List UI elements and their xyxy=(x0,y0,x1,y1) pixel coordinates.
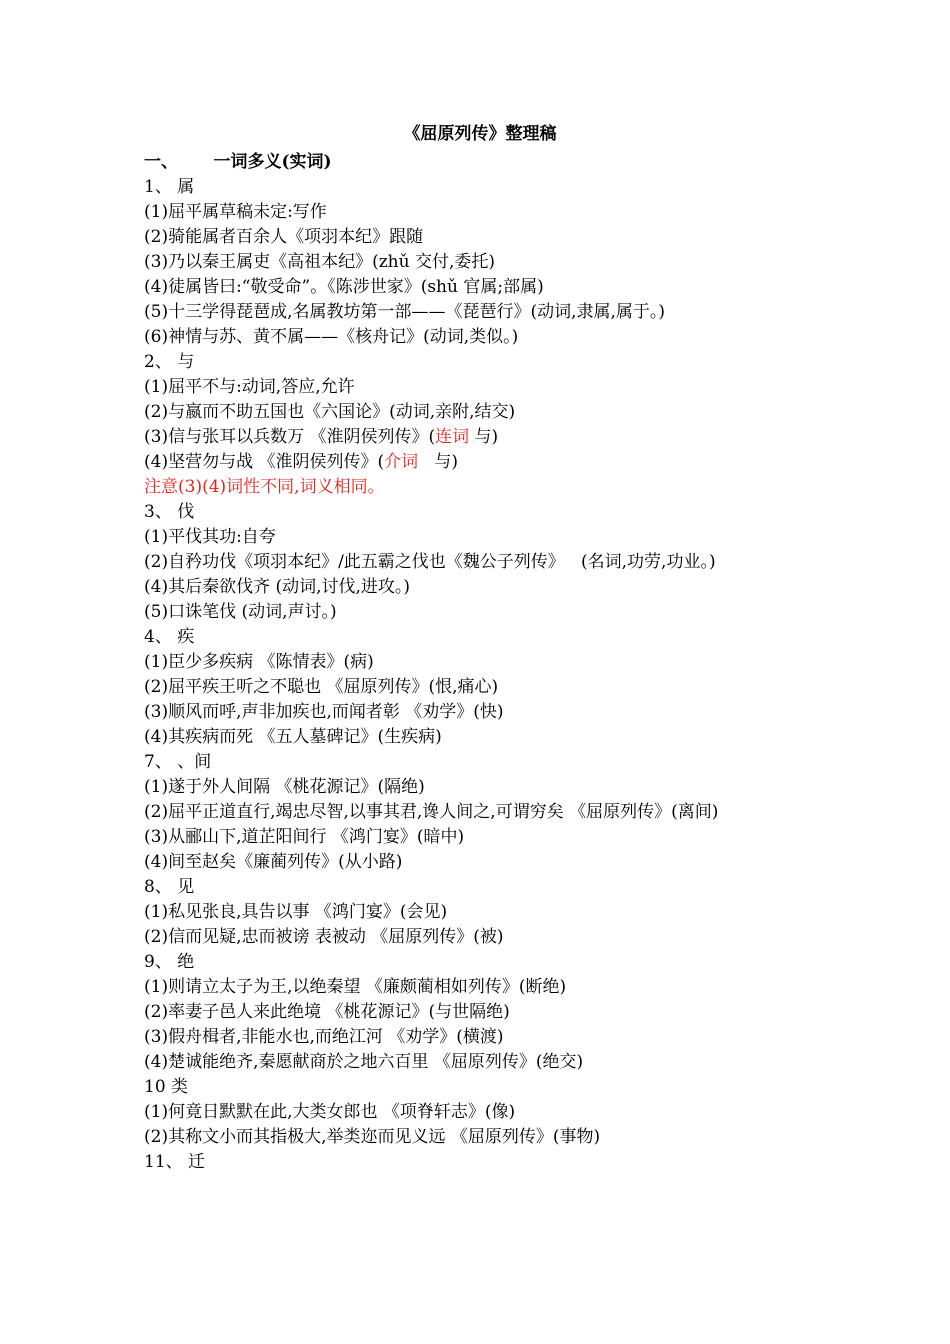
text-line xyxy=(144,850,816,875)
text-line xyxy=(144,925,816,950)
text-line xyxy=(144,1125,816,1150)
text-line xyxy=(144,775,816,800)
text-line xyxy=(144,475,816,500)
text-line xyxy=(144,425,816,450)
highlighted-text: 介词 xyxy=(384,452,419,472)
text-line xyxy=(144,300,816,325)
line-text: (3)乃以秦王属吏《高祖本纪》(zhǔ 交付,委托) xyxy=(144,252,496,272)
line-text: (1)屈平不与:动词,答应,允许 xyxy=(144,377,355,397)
line-text: (5)口诛笔伐 (动词,声讨。) xyxy=(144,602,337,622)
text-line xyxy=(144,1100,816,1125)
line-text: (1)平伐其功:自夸 xyxy=(144,527,276,547)
line-text: (2)率妻子邑人来此绝境 《桃花源记》(与世隔绝) xyxy=(144,1002,510,1022)
text-line xyxy=(144,1150,816,1175)
line-text: (1)臣少多疾病 《陈情表》(病) xyxy=(144,652,374,672)
line-text: (5)十三学得琵琶成,名属教坊第一部——《琵琶行》(动词,隶属,属于。) xyxy=(144,302,666,322)
line-text: 7、 、间 xyxy=(144,752,212,772)
text-line xyxy=(144,325,816,350)
text-line xyxy=(144,725,816,750)
document-page xyxy=(144,122,816,1175)
line-text: 9、 绝 xyxy=(144,952,195,972)
line-text: (2)其称文小而其指极大,举类迩而见义远 《屈原列传》(事物) xyxy=(144,1127,601,1147)
line-text: (3)从郦山下,道芷阳间行 《鸿门宴》(暗中) xyxy=(144,827,465,847)
text-line xyxy=(144,650,816,675)
text-line xyxy=(144,575,816,600)
text-line xyxy=(144,375,816,400)
line-text: (1)则请立太子为王,以绝秦望 《廉颇蔺相如列传》(断绝) xyxy=(144,977,567,997)
line-text: (1)屈平属草稿未定:写作 xyxy=(144,202,327,222)
line-text: (1)遂于外人间隔 《桃花源记》(隔绝) xyxy=(144,777,425,797)
line-text: (2)屈平正道直行,竭忠尽智,以事其君,谗人间之,可谓穷矣 《屈原列传》(离间) xyxy=(144,802,719,822)
line-text: (4)楚诚能绝齐,秦愿献商於之地六百里 《屈原列传》(绝交) xyxy=(144,1052,584,1072)
text-line xyxy=(144,275,816,300)
line-text-tail: 与) xyxy=(469,427,499,447)
text-line xyxy=(144,1000,816,1025)
text-line xyxy=(144,200,816,225)
text-line xyxy=(144,550,816,575)
text-line xyxy=(144,1075,816,1100)
text-line xyxy=(144,825,816,850)
line-text: (2)信而见疑,忠而被谤 表被动 《屈原列传》(被) xyxy=(144,927,504,947)
line-text: (2)骑能属者百余人《项羽本纪》跟随 xyxy=(144,227,424,247)
highlighted-text: 连词 xyxy=(435,427,470,447)
line-text: (2)屈平疾王听之不聪也 《屈原列传》(恨,痛心) xyxy=(144,677,499,697)
text-line xyxy=(144,1025,816,1050)
text-line xyxy=(144,600,816,625)
text-line xyxy=(144,975,816,1000)
text-line xyxy=(144,700,816,725)
line-text: (4)徒属皆曰:“敬受命”。《陈涉世家》(shǔ 官属;部属) xyxy=(144,277,544,297)
line-text: (2)自矜功伐《项羽本纪》/此五霸之伐也《魏公子列传》 (名词,功劳,功业。) xyxy=(144,552,716,572)
line-text: (4)其疾病而死 《五人墓碑记》(生疾病) xyxy=(144,727,442,747)
line-text: (3)假舟楫者,非能水也,而绝江河 《劝学》(横渡) xyxy=(144,1027,504,1047)
line-text: 4、 疾 xyxy=(144,627,195,647)
line-text: 11、 迁 xyxy=(144,1152,206,1172)
page-title: 《屈原列传》整理稿 xyxy=(403,124,557,144)
text-line xyxy=(144,750,816,775)
line-text: (1)何竟日默默在此,大类女郎也 《项脊轩志》(像) xyxy=(144,1102,516,1122)
text-line xyxy=(144,525,816,550)
section-heading: 一、 一词多义(实词) xyxy=(144,152,332,172)
text-line xyxy=(144,625,816,650)
entries-list xyxy=(144,175,816,1175)
line-text: (1)私见张良,具告以事 《鸿门宴》(会见) xyxy=(144,902,448,922)
line-text: 2、 与 xyxy=(144,352,195,372)
line-text: 1、 属 xyxy=(144,177,195,197)
text-line xyxy=(144,450,816,475)
text-line xyxy=(144,900,816,925)
text-line xyxy=(144,875,816,900)
line-text: (4)间至赵矣《廉蔺列传》(从小路) xyxy=(144,852,403,872)
text-line xyxy=(144,175,816,200)
line-text: (6)神情与苏、黄不属——《核舟记》(动词,类似。) xyxy=(144,327,519,347)
text-line xyxy=(144,675,816,700)
line-text: (4)坚营勿与战 《淮阴侯列传》( xyxy=(144,452,385,472)
line-text: 8、 见 xyxy=(144,877,195,897)
line-text: (2)与嬴而不助五国也《六国论》(动词,亲附,结交) xyxy=(144,402,516,422)
text-line xyxy=(144,350,816,375)
line-text: (3)信与张耳以兵数万 《淮阴侯列传》( xyxy=(144,427,436,447)
line-text: 10 类 xyxy=(144,1077,189,1097)
text-line xyxy=(144,1050,816,1075)
line-text: 3、 伐 xyxy=(144,502,195,522)
line-text-tail: 与) xyxy=(418,452,458,472)
line-text: (4)其后秦欲伐齐 (动词,讨伐,进攻。) xyxy=(144,577,411,597)
text-line xyxy=(144,400,816,425)
text-line xyxy=(144,800,816,825)
text-line xyxy=(144,250,816,275)
text-line xyxy=(144,225,816,250)
highlighted-text: 注意(3)(4)词性不同,词义相同。 xyxy=(144,477,385,497)
text-line xyxy=(144,500,816,525)
text-line xyxy=(144,950,816,975)
line-text: (3)顺风而呼,声非加疾也,而闻者彰 《劝学》(快) xyxy=(144,702,504,722)
